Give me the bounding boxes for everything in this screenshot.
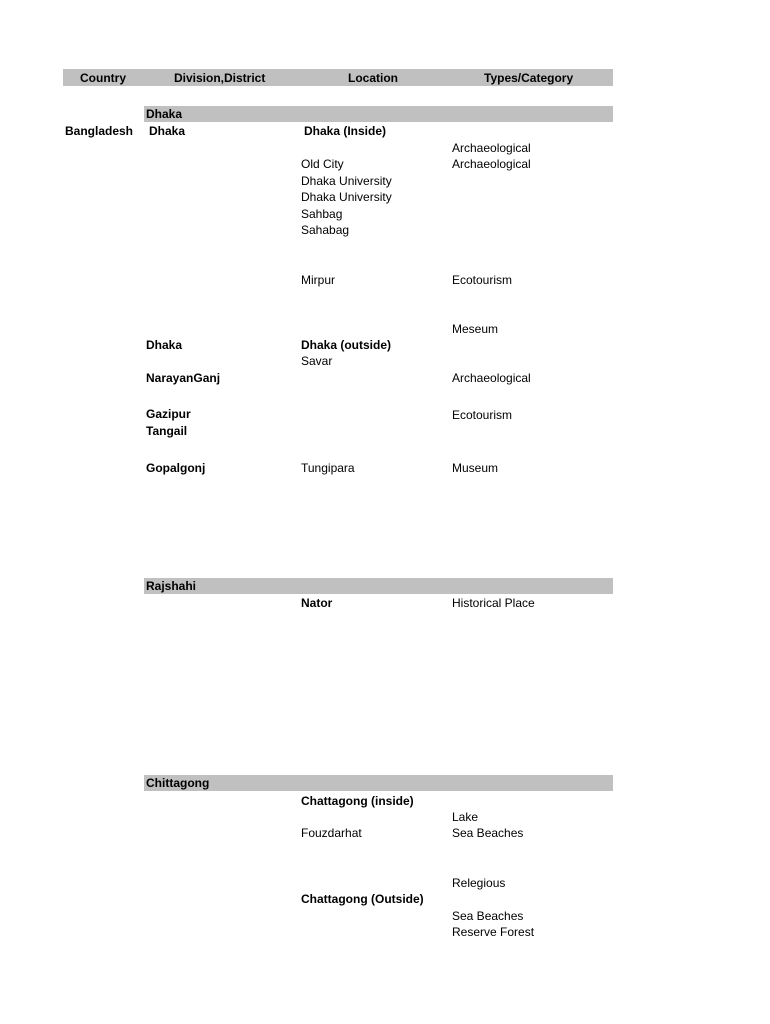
location-cell-tungipara: Tungipara [301,461,355,475]
location-cell-dhaka-inside: Dhaka (Inside) [304,124,387,138]
type-cell: Sea Beaches [452,909,524,923]
location-cell: Dhaka University [301,190,392,204]
type-cell: Lake [452,810,479,824]
type-cell: Reserve Forest [452,925,535,939]
location-cell: Sahabag [301,223,350,237]
type-cell: Archaeological [452,371,531,385]
location-cell: Sahbag [301,207,343,221]
location-cell-chattagong-outside: Chattagong (Outside) [301,892,424,906]
header-types-category: Types/Category [484,71,574,85]
section-band-rajshahi [144,578,613,594]
district-cell-dhaka: Dhaka [149,124,186,138]
header-location: Location [348,71,398,85]
section-title-chittagong: Chittagong [146,776,210,790]
location-cell-dhaka-outside: Dhaka (outside) [301,338,392,352]
location-cell-fouzdarhat: Fouzdarhat [301,826,362,840]
section-band-dhaka [144,106,613,122]
district-cell-gazipur: Gazipur [146,407,191,421]
country-cell: Bangladesh [65,124,134,138]
district-cell-narayanganj: NarayanGanj [146,371,221,385]
district-cell-tangail: Tangail [146,424,188,438]
location-cell-savar: Savar [301,354,333,368]
section-band-chittagong [144,775,613,791]
type-cell: Archaeological [452,141,531,155]
district-cell-gopalgonj: Gopalgonj [146,461,206,475]
section-title-dhaka: Dhaka [146,107,183,121]
location-cell: Dhaka University [301,174,392,188]
location-cell-nator: Nator [301,596,333,610]
section-title-rajshahi: Rajshahi [146,579,197,593]
type-cell: Ecotourism [452,273,513,287]
location-cell-chattagong-inside: Chattagong (inside) [301,794,414,808]
location-cell: Mirpur [301,273,336,287]
header-division-district: Division,District [174,71,266,85]
type-cell: Museum [452,461,499,475]
type-cell: Relegious [452,876,506,890]
type-cell: Sea Beaches [452,826,524,840]
type-cell: Historical Place [452,596,535,610]
type-cell: Ecotourism [452,408,513,422]
type-cell: Meseum [452,322,499,336]
location-cell: Old City [301,157,344,171]
district-cell-dhaka-2: Dhaka [146,338,183,352]
type-cell: Archaeological [452,157,531,171]
header-country: Country [80,71,126,85]
